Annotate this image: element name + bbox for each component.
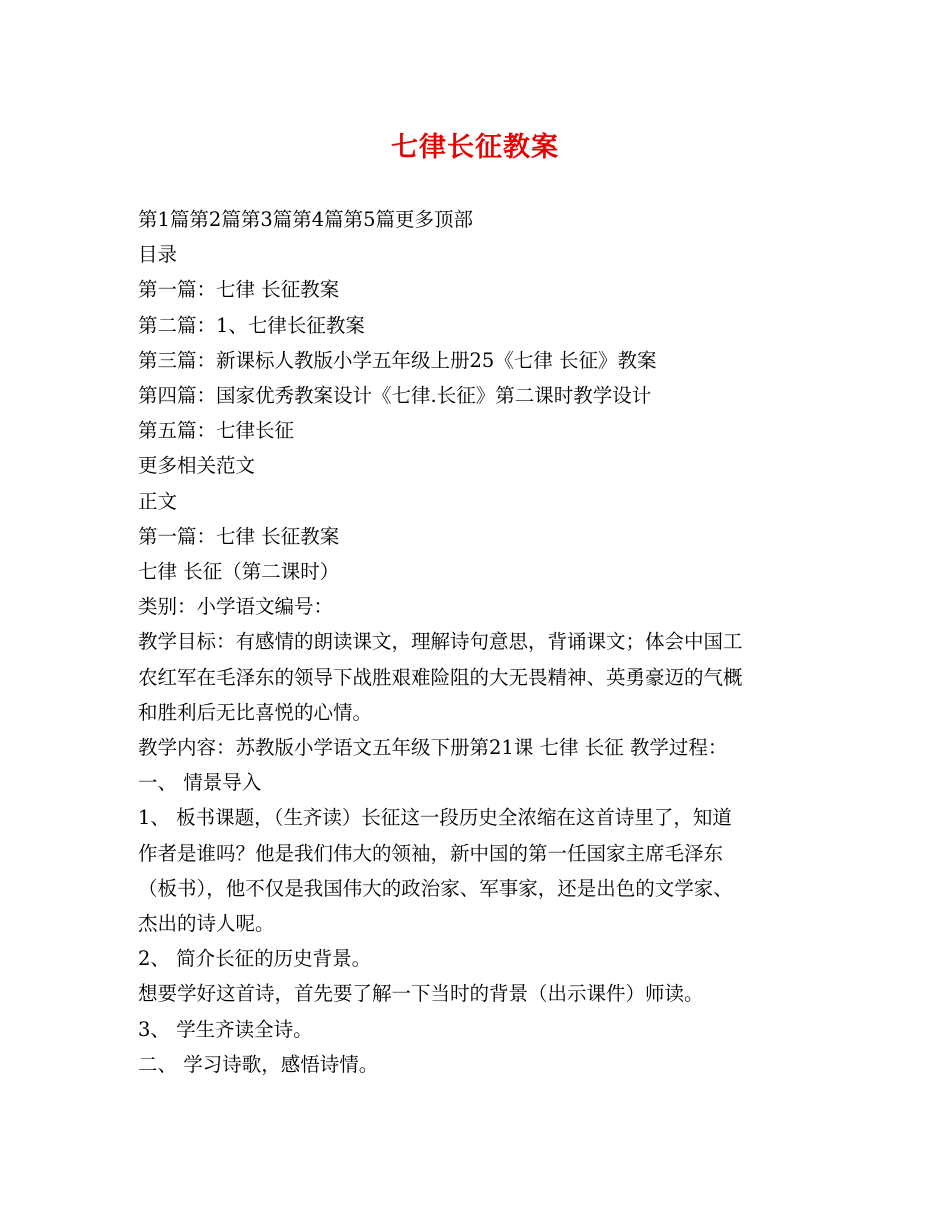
category-line: 类别：小学语文编号： [138,595,334,619]
paragraph-line: 作者是谁吗？他是我们伟大的领袖，新中国的第一任国家主席毛泽东 [138,841,724,865]
paragraph-line: （板书），他不仅是我国伟大的政治家、军事家，还是出色的文学家、 [138,876,733,900]
toc-item-5: 第五篇：七律长征 [138,419,295,443]
step-1-paragraph [138,800,818,941]
teaching-goal-paragraph [138,624,818,730]
toc-item-2: 第二篇：1、七律长征教案 [138,313,365,337]
step-3-line: 3、 学生齐读全诗。 [138,1017,313,1041]
paragraph-line: 和胜利后无比喜悦的心情。 [138,700,373,724]
chapter-1-heading: 第一篇：七律 长征教案 [138,524,340,548]
teaching-content-line: 教学内容：苏教版小学语文五年级下册第21课 七律 长征 教学过程： [138,736,728,760]
document-body [138,202,818,1082]
lesson-title: 七律 长征（第二课时） [138,560,340,584]
toc-item-3: 第三篇：新课标人教版小学五年级上册25《七律 长征》教案 [138,348,657,372]
chapter-nav: 第1篇第2篇第3篇第4篇第5篇更多顶部 [138,208,474,231]
toc-heading: 目录 [138,243,178,267]
main-text-heading: 正文 [138,489,178,513]
step-2-line: 2、 简介长征的历史背景。 [138,947,372,971]
section-2-heading: 二、 学习诗歌，感悟诗情。 [138,1052,379,1076]
section-1-heading: 一、 情景导入 [138,771,262,795]
background-line: 想要学好这首诗，首先要了解一下当时的背景（出示课件）师读。 [138,982,704,1006]
more-related: 更多相关范文 [138,454,256,478]
paragraph-line: 教学目标：有感情的朗读课文，理解诗句意思，背诵课文；体会中国工 [138,630,743,654]
paragraph-line: 1、 板书课题，（生齐读）长征这一段历史全浓缩在这首诗里了，知道 [138,806,732,830]
paragraph-line: 杰出的诗人呢。 [138,912,275,936]
toc-item-4: 第四篇：国家优秀教案设计《七律.长征》第二课时教学设计 [138,384,652,408]
toc-item-1: 第一篇：七律 长征教案 [138,278,340,302]
document-title: 七律长征教案 [391,132,559,163]
paragraph-line: 农红军在毛泽东的领导下战胜艰难险阻的大无畏精神、英勇豪迈的气概 [138,665,743,689]
